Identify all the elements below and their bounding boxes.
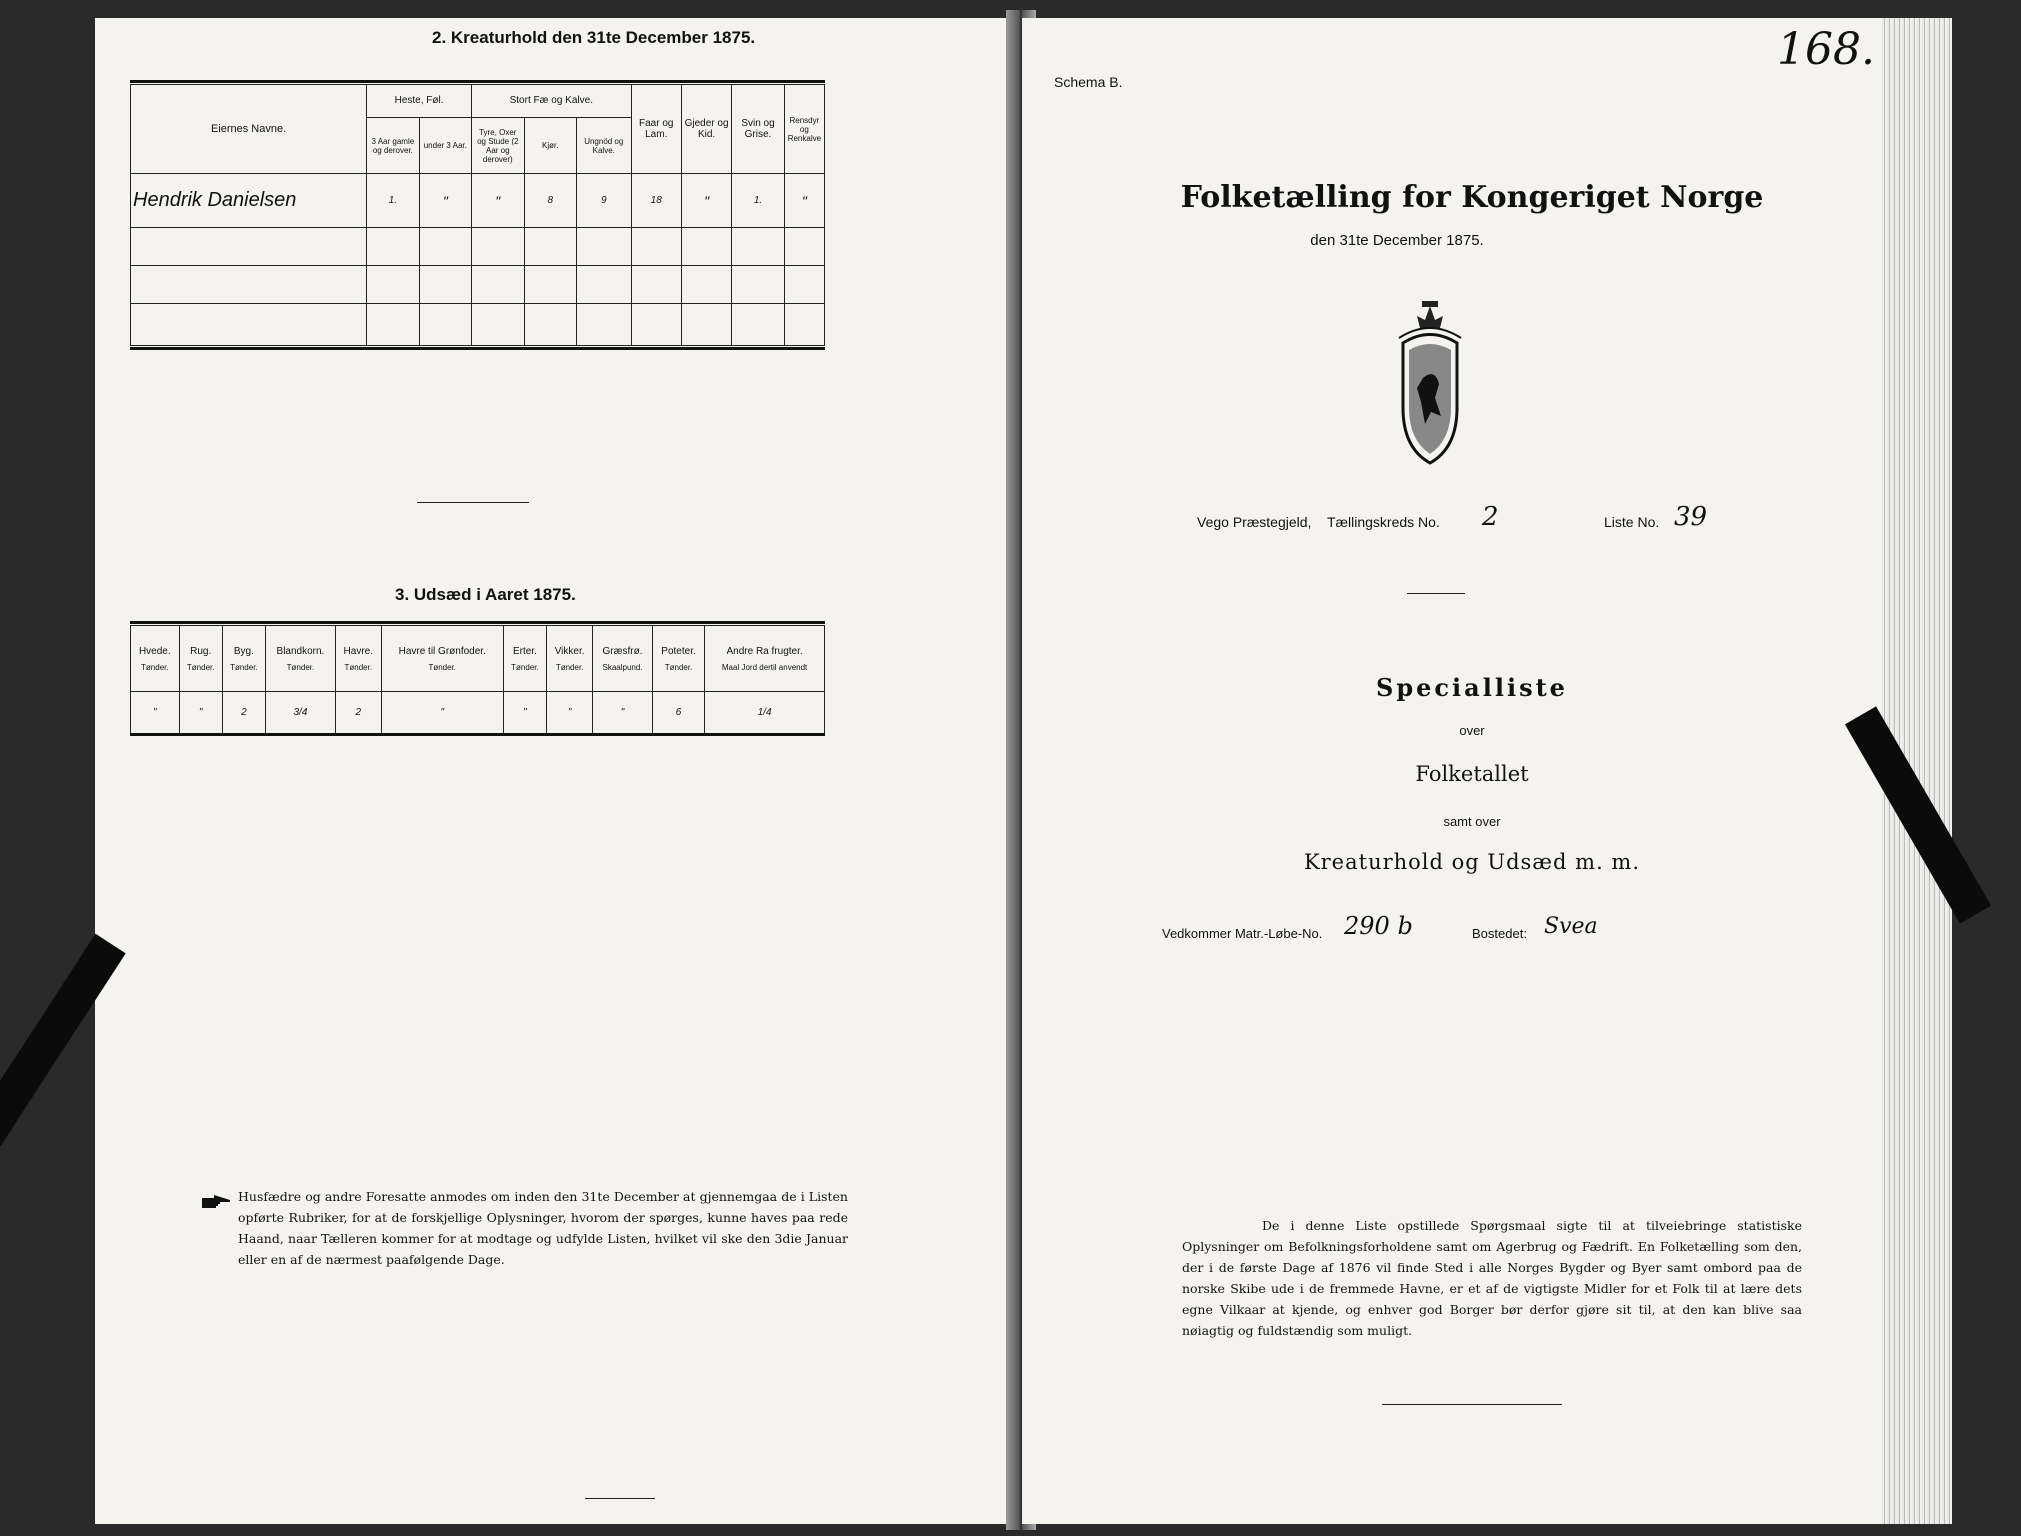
list-value: 39 <box>1674 502 1708 532</box>
sowing-top-rule <box>130 621 825 624</box>
sowing-header-cell <box>503 626 546 692</box>
sowing-value-cell: 2 <box>335 692 381 734</box>
bosted-value: Svea <box>1544 914 1598 939</box>
sowing-header-cell <box>335 626 381 692</box>
header-goats: Gjeder og Kid. <box>681 85 731 174</box>
sowing-column-unit: Tønder. <box>344 662 373 672</box>
sowing-value-cell: " <box>593 692 653 734</box>
sowing-value-cell: 2 <box>222 692 265 734</box>
cell-goats: " <box>681 174 731 228</box>
sowing-value-cell: 6 <box>652 692 704 734</box>
cell-reindeer: " <box>784 174 824 228</box>
sowing-header-cell <box>381 626 503 692</box>
sowing-header-cell <box>593 626 653 692</box>
sowing-value-cell: " <box>547 692 593 734</box>
matr-value: 290 b <box>1344 912 1413 940</box>
sowing-column-unit: Tønder. <box>286 662 315 672</box>
table-top-rule <box>130 80 825 83</box>
sowing-value-cell: " <box>503 692 546 734</box>
sowing-header-cell <box>222 626 265 692</box>
sowing-column-unit: Tønder. <box>186 662 215 672</box>
notice-paragraph: Husfædre og andre Foresatte anmodes om inden den 31te December at gjennemgaa de i Listen opførte Rubriker, for at de forskjellige Oplysninger, hvorom der spørges, kunne haves paa rede Haand, naar Tælleren kommer for at modtage og udfylde Listen, hvilket vil ske den 3die Januar eller en af de nærmest paafølgende Dage. <box>238 1189 848 1267</box>
divider-line <box>417 502 529 503</box>
sowing-header-cell <box>265 626 335 692</box>
page-number: 168. <box>1777 24 1875 75</box>
sowing-column-name: Rug. <box>190 645 212 657</box>
header-cattle-cows: Kjør. <box>524 117 576 173</box>
header-horses-under3: under 3 Aar. <box>419 117 471 173</box>
sowing-column-name: Havre til Grønfoder. <box>398 645 486 657</box>
sowing-column-name: Havre. <box>343 645 373 657</box>
sowing-column-name: Erter. <box>512 645 537 657</box>
sowing-column-unit: Tønder. <box>230 662 258 672</box>
sowing-value-cell: 3/4 <box>265 692 335 734</box>
sowing-value-cell: " <box>131 692 180 734</box>
schema-label: Schema B. <box>1054 74 1123 90</box>
sowing-column-name: Hvede. <box>138 645 171 657</box>
header-cattle-young: Ungnöd og Kalve. <box>576 117 631 173</box>
header-reindeer: Rensdyr og Renkalve <box>784 85 824 174</box>
special-list-title: Specialliste <box>1376 673 1568 702</box>
main-title: Folketælling for Kongeriget Norge <box>1180 180 1764 215</box>
sowing-column-unit: Skaalpund. <box>602 662 643 672</box>
header-cattle: Stort Fæ og Kalve. <box>472 85 632 118</box>
sowing-column-unit: Tønder. <box>664 662 693 672</box>
matr-label: Vedkommer Matr.-Løbe-No. <box>1162 926 1323 941</box>
footer-line <box>1382 1404 1562 1405</box>
sowing-header-cell <box>547 626 593 692</box>
district-value: 2 <box>1482 502 1499 532</box>
cell-cattle-cows: 8 <box>524 174 576 228</box>
sowing-value-cell: " <box>381 692 503 734</box>
sowing-column-name: Andre Ra frugter. <box>726 645 803 657</box>
sowing-value-cell: 1/4 <box>705 692 825 734</box>
header-owner: Eiernes Navne. <box>131 85 367 174</box>
date-line: den 31te December 1875. <box>1310 232 1484 249</box>
parish-label: Vego Præstegjeld, <box>1197 514 1312 530</box>
header-cattle-bulls: Tyre, Oxer og Stude (2 Aar og derover) <box>472 117 524 173</box>
section-2-title: 2. Kreaturhold den 31te December 1875. <box>432 28 756 47</box>
cell-sheep: 18 <box>631 174 681 228</box>
kreaturhold-text: Kreaturhold og Udsæd m. m. <box>1303 850 1641 874</box>
sowing-column-unit: Maal Jord dertil anvendt <box>721 662 808 672</box>
sowing-value-cell: " <box>179 692 222 734</box>
sowing-header-cell <box>705 626 825 692</box>
list-label: Liste No. <box>1604 514 1660 530</box>
sowing-table <box>130 625 825 734</box>
cell-pigs: 1. <box>732 174 784 228</box>
header-sheep: Faar og Lam. <box>631 85 681 174</box>
bosted-label: Bostedet: <box>1472 926 1527 941</box>
header-pigs: Svin og Grise. <box>732 85 784 174</box>
table-row <box>131 174 825 228</box>
livestock-table <box>130 84 825 346</box>
owner-name: Hendrik Danielsen <box>131 174 367 228</box>
sowing-column-unit: Tønder. <box>511 662 539 672</box>
sowing-header-cell <box>652 626 704 692</box>
footer-line <box>585 1498 655 1499</box>
section-3-title: 3. Udsæd i Aaret 1875. <box>395 585 576 604</box>
sowing-column-unit: Tønder. <box>555 662 584 672</box>
sowing-column-name: Poteter. <box>661 645 696 657</box>
right-page <box>1022 18 1952 1524</box>
cell-cattle-bulls: " <box>472 174 524 228</box>
sowing-column-name: Blandkorn. <box>276 645 325 657</box>
district-label: Tællingskreds No. <box>1327 514 1440 530</box>
table-bottom-rule <box>130 347 825 350</box>
info-paragraph: De i denne Liste opstillede Spørgsmaal sigte til at tilveiebringe statistiske Oplysninger om Befolkningsforholdene samt om Agerbrug og Fædrift. En Folketælling som den, der i de første Dage af 1876 vil finde Sted i alle Norges Bygder og Byer samt ombord paa de norske Skibe ude i de fremmede Havne, er et af de vigtigste Midler for et Folk til at lære dets egne Vilkaar at kjende, og enhver god Borger bør derfor gjøre sit til, at den kan blive saa nøiagtig og fuldstændig som muligt. <box>1182 1218 1802 1338</box>
sowing-column-unit: Tønder. <box>428 662 457 672</box>
left-page <box>95 18 1020 1524</box>
header-horses: Heste, Føl. <box>367 85 472 118</box>
over-text: over <box>1459 723 1485 738</box>
cell-horses-under3: " <box>419 174 471 228</box>
sowing-column-name: Græsfrø. <box>602 645 643 657</box>
samt-over-text: samt over <box>1443 814 1501 829</box>
sowing-header-cell <box>131 626 180 692</box>
sowing-column-unit: Tønder. <box>141 662 169 672</box>
header-horses-3plus: 3 Aar gamle og derover. <box>367 117 419 173</box>
sowing-column-name: Vikker. <box>554 645 585 657</box>
coat-of-arms-icon <box>1395 298 1465 468</box>
sowing-bottom-rule <box>130 733 825 736</box>
divider-line <box>1407 593 1465 594</box>
pointing-hand-icon <box>200 1193 230 1211</box>
folketallet-text: Folketallet <box>1415 762 1529 786</box>
cell-cattle-young: 9 <box>576 174 631 228</box>
sowing-header-cell <box>179 626 222 692</box>
cell-horses-3plus: 1. <box>367 174 419 228</box>
sowing-column-name: Byg. <box>233 645 254 657</box>
